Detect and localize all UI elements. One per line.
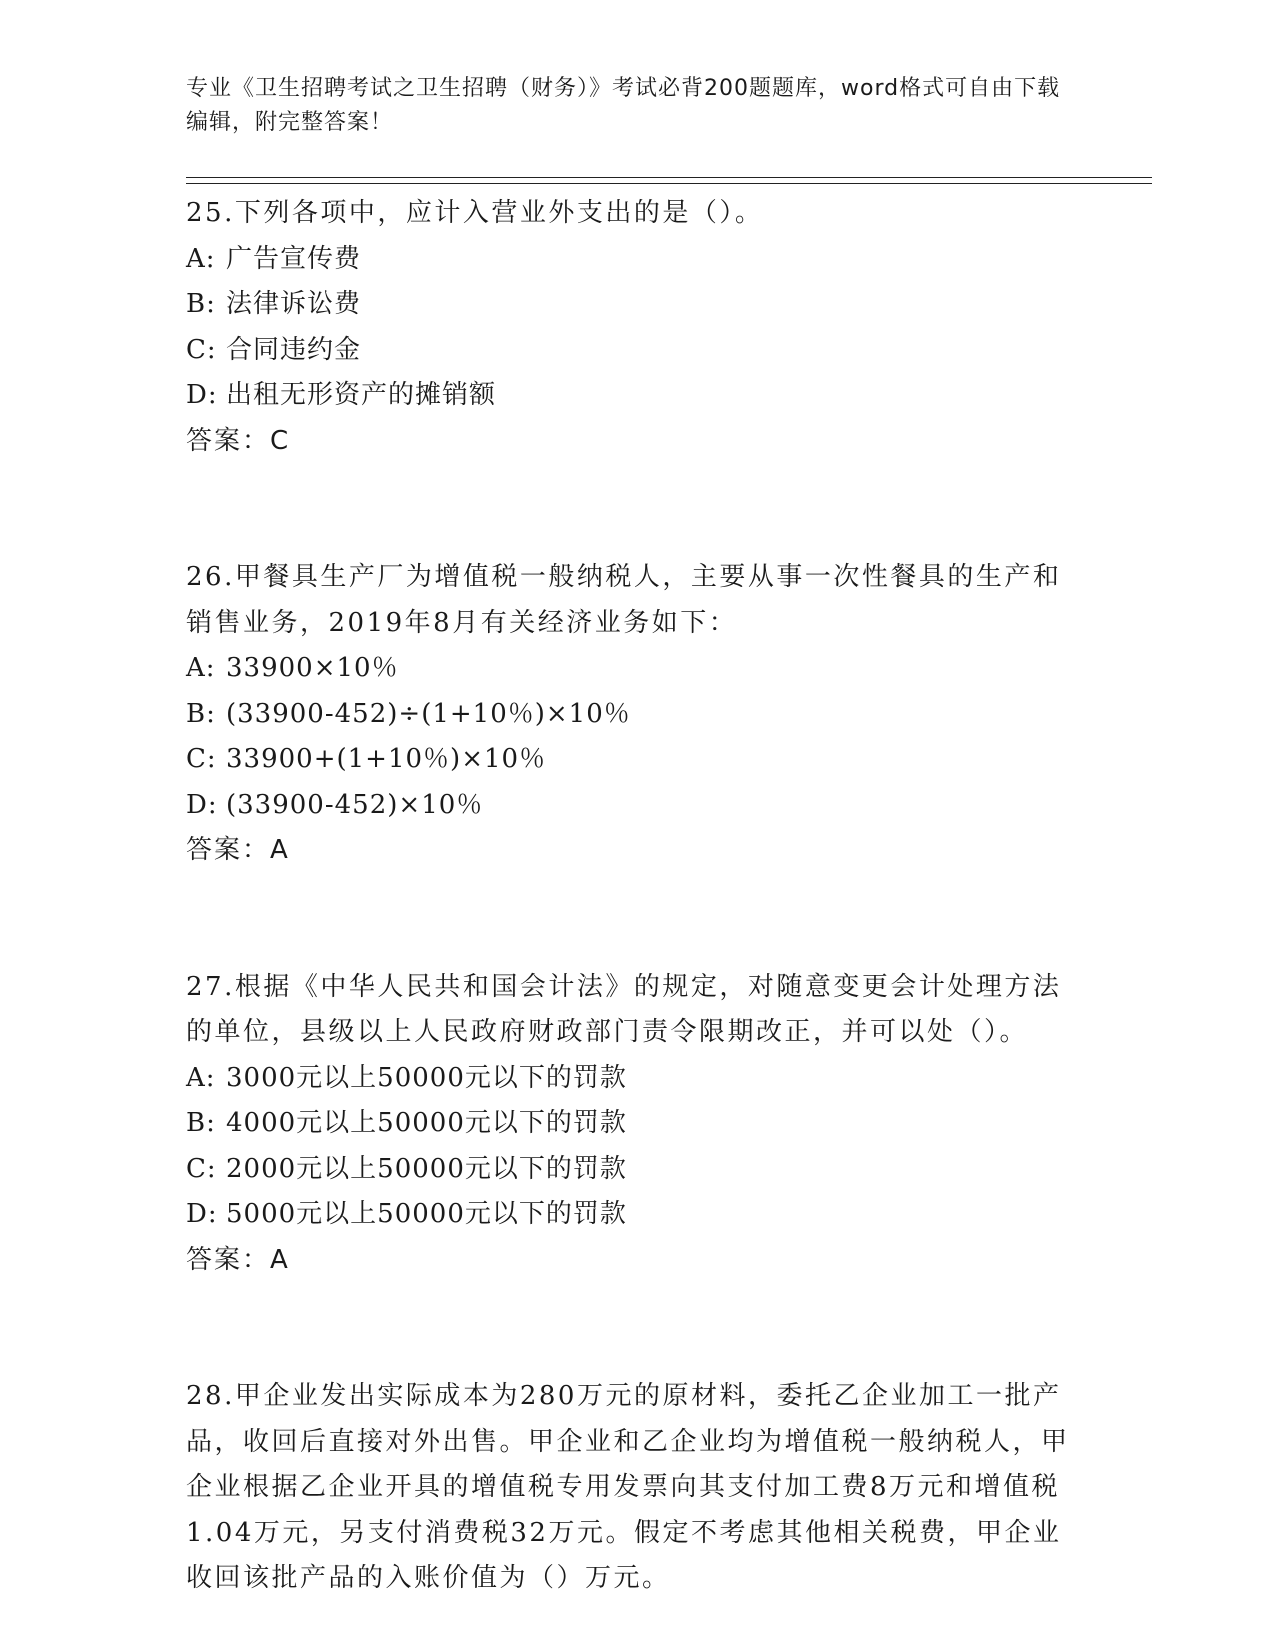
question-28 (186, 1374, 1086, 1602)
option-letter: B: (186, 698, 216, 729)
answer: 答案：A (186, 835, 290, 865)
option-b (186, 692, 1086, 738)
question-spacer (186, 874, 1086, 965)
option-letter: D: (186, 380, 218, 410)
header-divider-top (186, 177, 1152, 178)
question-26 (186, 555, 1086, 874)
option-letter: D: (186, 789, 218, 820)
option-text: (33900-452)×10％ (226, 789, 484, 820)
header-divider-bottom (186, 183, 1152, 184)
option-text: 33900×10％ (226, 653, 399, 683)
option-text: (33900-452)÷(1+10％)×10％ (226, 698, 631, 729)
option-letter: C: (186, 1153, 217, 1184)
option-letter: B: (186, 1108, 216, 1138)
option-text: 3000元以上50000元以下的罚款 (226, 1062, 627, 1093)
option-letter: C: (186, 744, 217, 774)
option-letter: B: (186, 289, 216, 319)
question-spacer (186, 464, 1086, 555)
question-stem: 28.甲企业发出实际成本为280万元的原材料，委托乙企业加工一批产品，收回后直接对外出售。甲企业和乙企业均为增值税一般纳税人，甲企业根据乙企业开具的增值税专用发票向其支付加工费8万元和增值税1.04万元，另支付消费税32万元。假定不考虑其他相关税费，甲企业收回该批产品的入账价值为（）万元。 (186, 1381, 1070, 1593)
option-b (186, 1101, 1086, 1147)
option-d (186, 783, 1086, 829)
option-a (186, 237, 1086, 283)
answer: 答案：C (186, 425, 291, 456)
document-header: 专业《卫生招聘考试之卫生招聘（财务）》考试必背200题题库，word格式可自由下载编辑，附完整答案！ (186, 76, 1061, 135)
option-a (186, 646, 1086, 692)
question-stem: 26.甲餐具生产厂为增值税一般纳税人，主要从事一次性餐具的生产和销售业务，2019年8月有关经济业务如下： (186, 562, 1062, 638)
question-spacer (186, 1283, 1086, 1374)
option-letter: A: (186, 243, 216, 274)
option-letter: C: (186, 334, 217, 365)
question-stem: 27.根据《中华人民共和国会计法》的规定，对随意变更会计处理方法的单位，县级以上人民政府财政部门责令限期改正，并可以处（）。 (186, 971, 1062, 1047)
option-text: 33900+(1+10％)×10％ (226, 744, 547, 774)
option-c (186, 737, 1086, 783)
question-stem: 25.下列各项中，应计入营业外支出的是（）。 (186, 198, 764, 228)
option-text: 2000元以上50000元以下的罚款 (226, 1153, 627, 1184)
answer: 答案：A (186, 1244, 290, 1275)
option-text: 出租无形资产的摊销额 (226, 380, 497, 410)
option-d (186, 1192, 1086, 1238)
option-c (186, 1147, 1086, 1193)
option-letter: D: (186, 1199, 218, 1229)
option-letter: A: (186, 653, 216, 683)
question-25 (186, 191, 1086, 464)
option-c (186, 328, 1086, 374)
option-letter: A: (186, 1062, 216, 1093)
option-a (186, 1056, 1086, 1102)
option-text: 法律诉讼费 (226, 289, 362, 319)
option-b (186, 282, 1086, 328)
option-text: 5000元以上50000元以下的罚款 (226, 1199, 627, 1229)
option-text: 4000元以上50000元以下的罚款 (226, 1108, 627, 1138)
question-27 (186, 965, 1086, 1284)
question-list (186, 191, 1086, 1602)
option-text: 广告宣传费 (226, 243, 362, 274)
option-text: 合同违约金 (226, 334, 362, 365)
option-d (186, 373, 1086, 419)
